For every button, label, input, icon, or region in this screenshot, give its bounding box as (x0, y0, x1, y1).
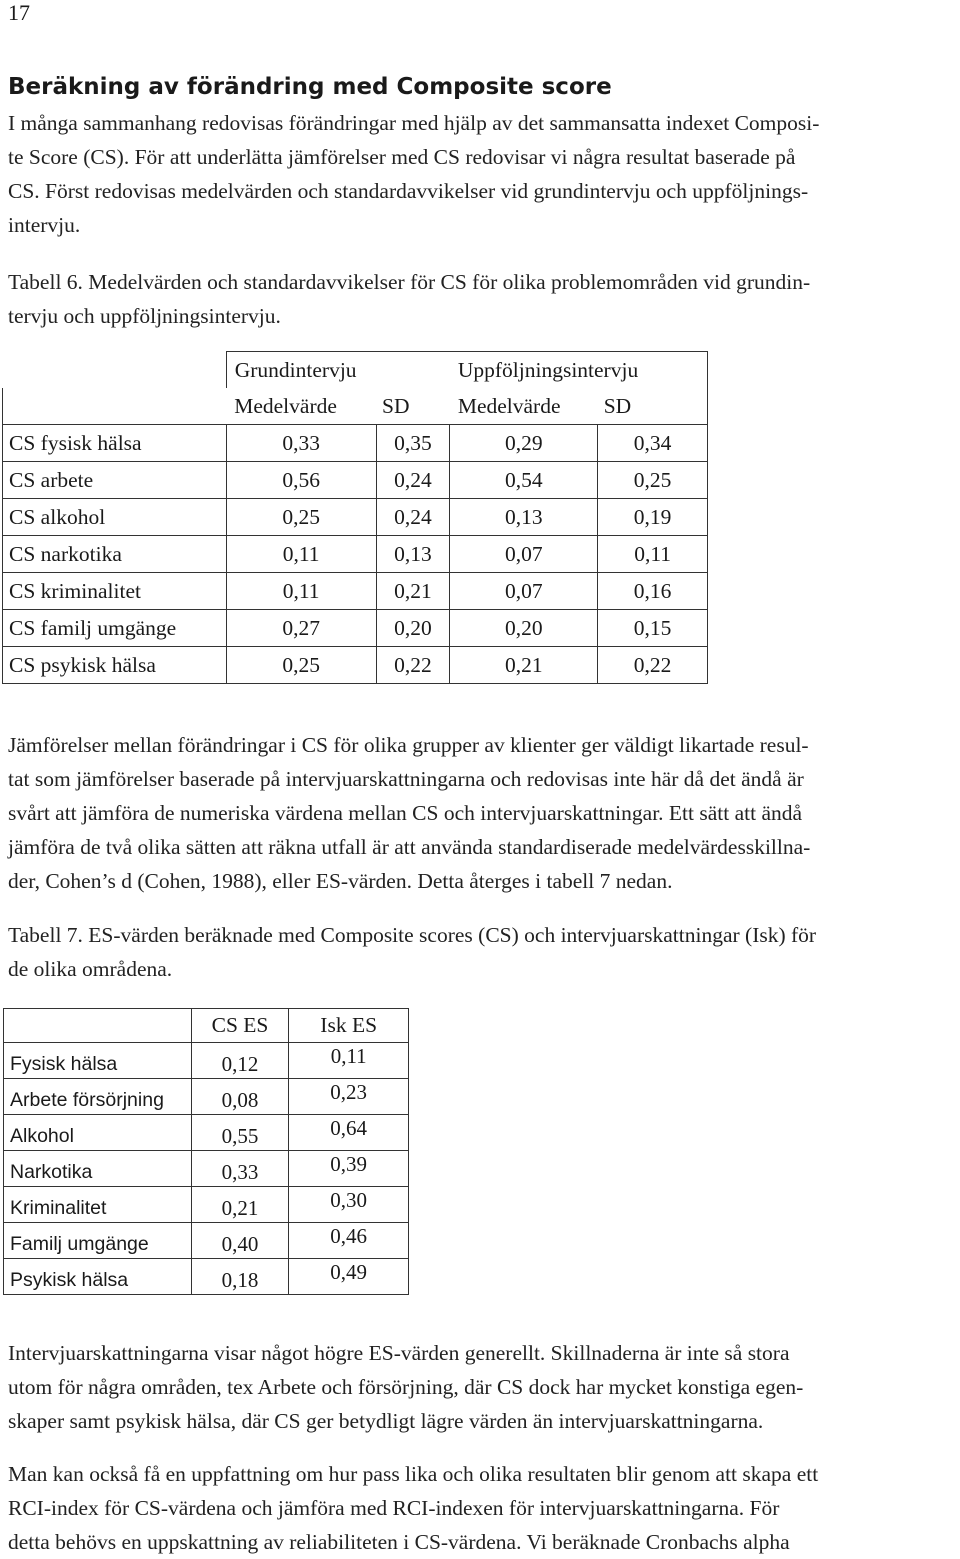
table7-caption (8, 918, 953, 986)
table-header-row (3, 352, 708, 389)
table-7 (3, 1008, 409, 1295)
cell-value: 0,64 (289, 1115, 409, 1151)
text-line: Jämförelser mellan förändringar i CS för olika grupper av klienter ger väldigt likartade resul- (8, 733, 809, 757)
cell-value: 0,33 (226, 425, 376, 462)
table-row (3, 499, 708, 536)
column-group-header: Grundintervju (226, 352, 450, 389)
table-row (4, 1079, 409, 1115)
cell-value: 0,27 (226, 610, 376, 647)
text-line: tervju och uppföljningsintervju. (8, 304, 281, 328)
cell-value: 0,13 (376, 536, 450, 573)
table-6 (2, 351, 708, 684)
cell-value: 0,25 (226, 499, 376, 536)
cell-value: 0,46 (289, 1223, 409, 1259)
text-line: I många sammanhang redovisas förändringar med hjälp av det sammansatta indexet Composi- (8, 111, 820, 135)
table-row (4, 1223, 409, 1259)
table-row (4, 1151, 409, 1187)
cell-value: 0,39 (289, 1151, 409, 1187)
text-line: Tabell 7. ES-värden beräknade med Composite scores (CS) och intervjuarskattningar (Isk) för (8, 923, 817, 947)
text-line: te Score (CS). För att underlätta jämförelser med CS redovisar vi några resultat baserade på (8, 145, 796, 169)
cell-value: 0,07 (450, 536, 598, 573)
column-header: SD (376, 388, 450, 425)
cell-value: 0,11 (226, 573, 376, 610)
table-row (4, 1259, 409, 1295)
column-header: CS ES (191, 1009, 289, 1043)
text-line: der, Cohen’s d (Cohen, 1988), eller ES-värden. Detta återges i tabell 7 nedan. (8, 869, 673, 893)
cell-value: 0,25 (598, 462, 708, 499)
column-group-header: Uppföljningsintervju (450, 352, 708, 389)
cell-value: 0,23 (289, 1079, 409, 1115)
cell-value: 0,07 (450, 573, 598, 610)
text-line: tat som jämförelser baserade på intervjuarskattningarna och redovisas inte här då det ändå är (8, 767, 804, 791)
cell-value: 0,21 (376, 573, 450, 610)
text-line: RCI-index för CS-värdena och jämföra med RCI-indexen för intervjuarskattningarna. För (8, 1496, 780, 1520)
cell-value: 0,22 (598, 647, 708, 684)
text-line: jämföra de två olika sätten att räkna utfall är att använda standardiserade medelvärdesskillna- (8, 835, 811, 859)
cell-value: 0,29 (450, 425, 598, 462)
row-label: Kriminalitet (4, 1187, 192, 1223)
cell-value: 0,21 (450, 647, 598, 684)
cell-value: 0,08 (191, 1079, 289, 1115)
cell-value: 0,25 (226, 647, 376, 684)
cell-value: 0,35 (376, 425, 450, 462)
table-row (3, 425, 708, 462)
cell-value: 0,54 (450, 462, 598, 499)
isk-paragraph (8, 1336, 953, 1438)
column-header: SD (598, 388, 708, 425)
row-label: Fysisk hälsa (4, 1043, 192, 1079)
cell-value: 0,16 (598, 573, 708, 610)
text-line: CS. Först redovisas medelvärden och standardavvikelser vid grundintervju och uppföljnings- (8, 179, 809, 203)
cell-value: 0,18 (191, 1259, 289, 1295)
cell-value: 0,24 (376, 499, 450, 536)
cell-value: 0,19 (598, 499, 708, 536)
table-row (4, 1115, 409, 1151)
table-row (4, 1043, 409, 1079)
section-heading: Beräkning av förändring med Composite score (8, 74, 612, 100)
cell-value: 0,20 (450, 610, 598, 647)
cell-value: 0,40 (191, 1223, 289, 1259)
row-label: CS arbete (3, 462, 227, 499)
cell-value: 0,20 (376, 610, 450, 647)
text-line: svårt att jämföra de numeriska värdena mellan CS och intervjuarskattningar. Ett sätt att ändå (8, 801, 803, 825)
cell-value: 0,55 (191, 1115, 289, 1151)
cell-value: 0,11 (289, 1043, 409, 1079)
text-line: utom för några områden, tex Arbete och försörjning, där CS dock har mycket konstiga egen- (8, 1375, 804, 1399)
table-row (3, 462, 708, 499)
cell-value: 0,11 (598, 536, 708, 573)
cell-value: 0,30 (289, 1187, 409, 1223)
cell-value: 0,49 (289, 1259, 409, 1295)
row-label: CS narkotika (3, 536, 227, 573)
row-label: CS alkohol (3, 499, 227, 536)
table-row (3, 610, 708, 647)
intro-paragraph (8, 106, 953, 242)
text-line: skaper samt psykisk hälsa, där CS ger betydligt lägre värden än intervjuarskattningarna. (8, 1409, 764, 1433)
table-row (3, 573, 708, 610)
table-row (4, 1187, 409, 1223)
row-label: CS familj umgänge (3, 610, 227, 647)
cell-value: 0,22 (376, 647, 450, 684)
cell-value: 0,15 (598, 610, 708, 647)
text-line: detta behövs en uppskattning av reliabiliteten i CS-värdena. Vi beräknade Cronbachs alpha (8, 1530, 790, 1554)
cell-value: 0,56 (226, 462, 376, 499)
row-label: CS fysisk hälsa (3, 425, 227, 462)
cell-value: 0,21 (191, 1187, 289, 1223)
table-header-row (4, 1009, 409, 1043)
row-label: CS psykisk hälsa (3, 647, 227, 684)
cell-value: 0,13 (450, 499, 598, 536)
table-row (3, 536, 708, 573)
row-label: Psykisk hälsa (4, 1259, 192, 1295)
cell-value: 0,12 (191, 1043, 289, 1079)
text-line: de olika områdena. (8, 957, 173, 981)
comparison-paragraph (8, 728, 953, 898)
table-row (3, 647, 708, 684)
cell-value: 0,24 (376, 462, 450, 499)
cell-value: 0,34 (598, 425, 708, 462)
cell-value: 0,11 (226, 536, 376, 573)
column-header: Isk ES (289, 1009, 409, 1043)
cell-value: 0,33 (191, 1151, 289, 1187)
column-header: Medelvärde (226, 388, 376, 425)
text-line: Man kan också få en uppfattning om hur pass lika och olika resultaten blir genom att skapa ett (8, 1462, 819, 1486)
rci-paragraph (8, 1457, 953, 1559)
row-label: CS kriminalitet (3, 573, 227, 610)
text-line: intervju. (8, 213, 81, 237)
page-number: 17 (8, 0, 30, 25)
row-label: Alkohol (4, 1115, 192, 1151)
table6-caption (8, 265, 953, 333)
column-header: Medelvärde (450, 388, 598, 425)
row-label: Arbete försörjning (4, 1079, 192, 1115)
table-subheader-row (3, 388, 708, 425)
text-line: Intervjuarskattningarna visar något högre ES-värden generellt. Skillnaderna är inte så stora (8, 1341, 790, 1365)
text-line: Tabell 6. Medelvärden och standardavvikelser för CS för olika problemområden vid grundin- (8, 270, 811, 294)
row-label: Narkotika (4, 1151, 192, 1187)
row-label: Familj umgänge (4, 1223, 192, 1259)
